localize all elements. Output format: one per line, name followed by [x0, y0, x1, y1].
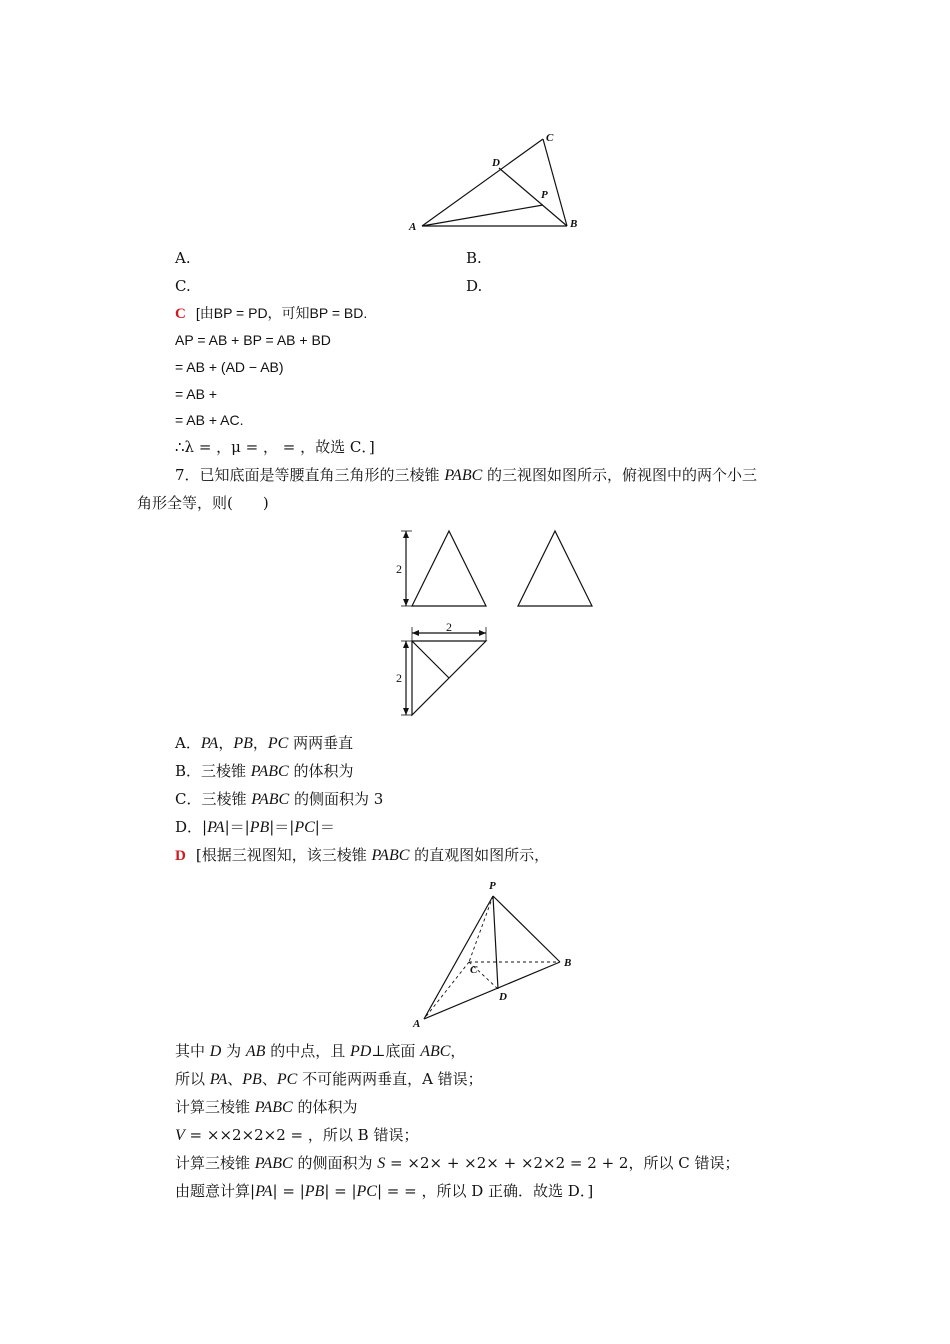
- label-a: A: [413, 1018, 421, 1030]
- dim-front-height: 2: [396, 562, 402, 576]
- q6-option-c: C.: [175, 277, 191, 295]
- q6-solution-line-4: = AB +: [175, 386, 218, 402]
- q6-option-d: D.: [466, 277, 483, 295]
- dim-top-width: 2: [446, 620, 452, 634]
- q7-solution-line-5: V = ××2×2×2 = ，所以 B 错误；: [175, 1126, 419, 1144]
- label-a: A: [409, 221, 417, 233]
- q6-solution-line-2: AP = AB + BP = AB + BD: [175, 332, 331, 348]
- label-p: P: [541, 189, 548, 201]
- q6-solution-line-5: = AB + AC.: [175, 412, 244, 428]
- q7-solution-line-2: 其中 D 为 AB 的中点，且 PD⊥底面 ABC，: [175, 1042, 466, 1060]
- q6-solution-line-6: ∴λ = ，μ = ， = ，故选 C．]: [175, 438, 375, 456]
- q7-solution-line-3: 所以 PA、PB、PC 不可能两两垂直，A 错误；: [175, 1070, 483, 1088]
- q7-option-b: B．三棱锥 PABC 的体积为: [175, 762, 354, 780]
- q6-solution-line-3: = AB + (AD − AB): [175, 359, 284, 375]
- label-p: P: [489, 880, 496, 892]
- label-c: C: [470, 964, 478, 976]
- q7-option-c: C．三棱锥 PABC 的侧面积为 3: [175, 790, 384, 808]
- label-d: D: [492, 157, 500, 169]
- q7-solution-line-7: 由题意计算|PA| = |PB| = |PC| = = ，所以 D 正确．故选 D．]: [175, 1182, 594, 1200]
- q7-option-a: A．PA，PB，PC 两两垂直: [175, 734, 354, 752]
- q6-solution-line-1: C [由BP = PD，可知BP = BD.: [175, 305, 368, 322]
- answer-letter: C: [175, 306, 186, 322]
- q7-solution-line-1: D [根据三视图知，该三棱锥 PABC 的直观图如图所示，: [175, 846, 550, 864]
- q7-stem-line-2: 角形全等，则( ): [137, 494, 269, 512]
- dim-top-height: 2: [396, 671, 402, 685]
- q6-option-a: A.: [175, 249, 191, 267]
- label-b: B: [564, 957, 572, 969]
- label-b: B: [570, 218, 578, 230]
- answer-letter: D: [175, 848, 186, 864]
- q7-stem-line-1: 7．已知底面是等腰直角三角形的三棱锥 PABC 的三视图如图所示，俯视图中的两个小三: [175, 466, 758, 484]
- q6-option-b: B.: [466, 249, 482, 267]
- label-d: D: [499, 991, 507, 1003]
- q7-option-d: D．|PA|＝|PB|＝|PC|＝: [175, 818, 335, 836]
- q7-solution-line-4: 计算三棱锥 PABC 的体积为: [175, 1098, 358, 1116]
- q7-solution-line-6: 计算三棱锥 PABC 的侧面积为 S = ×2× + ×2× + ×2×2 = 2 + 2，所以 C 错误；: [175, 1154, 740, 1172]
- label-c: C: [546, 132, 554, 144]
